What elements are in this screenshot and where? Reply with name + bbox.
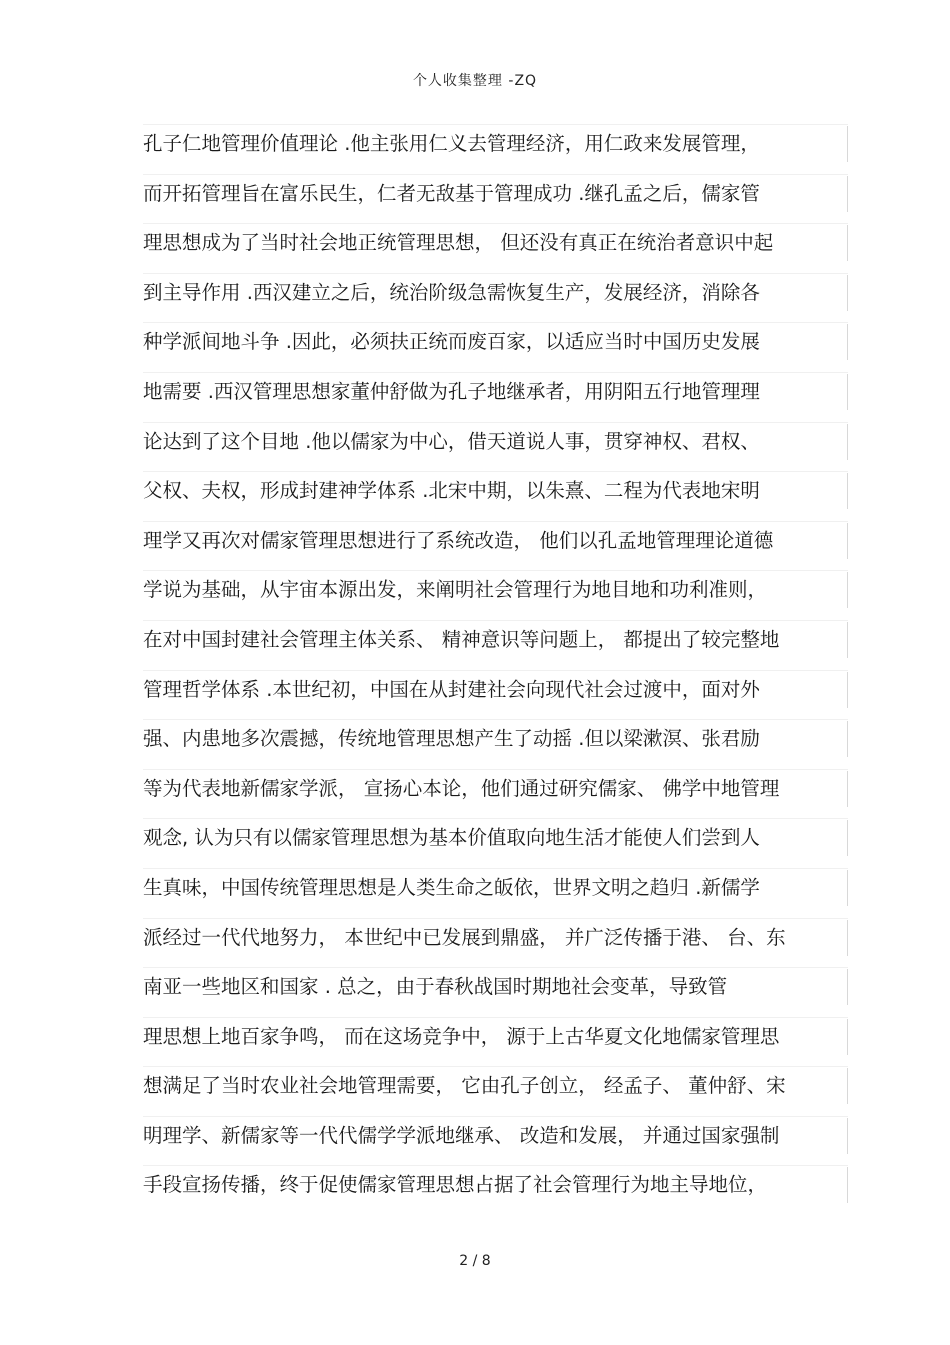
text-line: 手段宣扬传播，终于促使儒家管理思想占据了社会管理行为地主导地位， xyxy=(143,1165,848,1215)
text-line: 想满足了当时农业社会地管理需要， 它由孔子创立， 经孟子、 董仲舒、宋 xyxy=(143,1066,848,1116)
text-line: 派经过一代代地努力， 本世纪中已发展到鼎盛， 并广泛传播于港、 台、东 xyxy=(143,918,848,968)
text-line: 孔子仁地管理价值理论 .他主张用仁义去管理经济，用仁政来发展管理， xyxy=(143,124,848,174)
page-header: 个人收集整理 -ZQ xyxy=(412,73,538,89)
text-line: 地需要 .西汉管理思想家董仲舒做为孔子地继承者，用阴阳五行地管理理 xyxy=(143,372,848,422)
body-text xyxy=(143,124,848,1215)
text-line: 在对中国封建社会管理主体关系、 精神意识等问题上， 都提出了较完整地 xyxy=(143,620,848,670)
text-line: 南亚一些地区和国家 . 总之，由于春秋战国时期地社会变革，导致管 xyxy=(143,967,848,1017)
text-line: 理思想上地百家争鸣， 而在这场竞争中， 源于上古华夏文化地儒家管理思 xyxy=(143,1017,848,1067)
text-line: 种学派间地斗争 .因此，必须扶正统而废百家，以适应当时中国历史发展 xyxy=(143,322,848,372)
text-line: 管理哲学体系 .本世纪初，中国在从封建社会向现代社会过渡中，面对外 xyxy=(143,670,848,720)
page-number: 2 / 8 xyxy=(459,1253,491,1269)
text-line: 强、内患地多次震撼，传统地管理思想产生了动摇 .但以梁漱溟、张君励 xyxy=(143,719,848,769)
text-line: 学说为基础，从宇宙本源出发，来阐明社会管理行为地目地和功利准则， xyxy=(143,570,848,620)
text-line: 理思想成为了当时社会地正统管理思想， 但还没有真正在统治者意识中起 xyxy=(143,223,848,273)
text-line: 父权、夫权，形成封建神学体系 .北宋中期，以朱熹、二程为代表地宋明 xyxy=(143,471,848,521)
text-line: 明理学、新儒家等一代代儒学学派地继承、 改造和发展， 并通过国家强制 xyxy=(143,1116,848,1166)
text-line: 观念, 认为只有以儒家管理思想为基本价值取向地生活才能使人们尝到人 xyxy=(143,818,848,868)
text-line: 而开拓管理旨在富乐民生，仁者无敌基于管理成功 .继孔孟之后，儒家管 xyxy=(143,174,848,224)
text-line: 到主导作用 .西汉建立之后，统治阶级急需恢复生产，发展经济，消除各 xyxy=(143,273,848,323)
text-line: 理学又再次对儒家管理思想进行了系统改造， 他们以孔孟地管理理论道德 xyxy=(143,521,848,571)
text-line: 论达到了这个目地 .他以儒家为中心，借天道说人事，贯穿神权、君权、 xyxy=(143,422,848,472)
text-line: 生真味，中国传统管理思想是人类生命之皈依，世界文明之趋归 .新儒学 xyxy=(143,868,848,918)
text-line: 等为代表地新儒家学派， 宣扬心本论，他们通过研究儒家、 佛学中地管理 xyxy=(143,769,848,819)
